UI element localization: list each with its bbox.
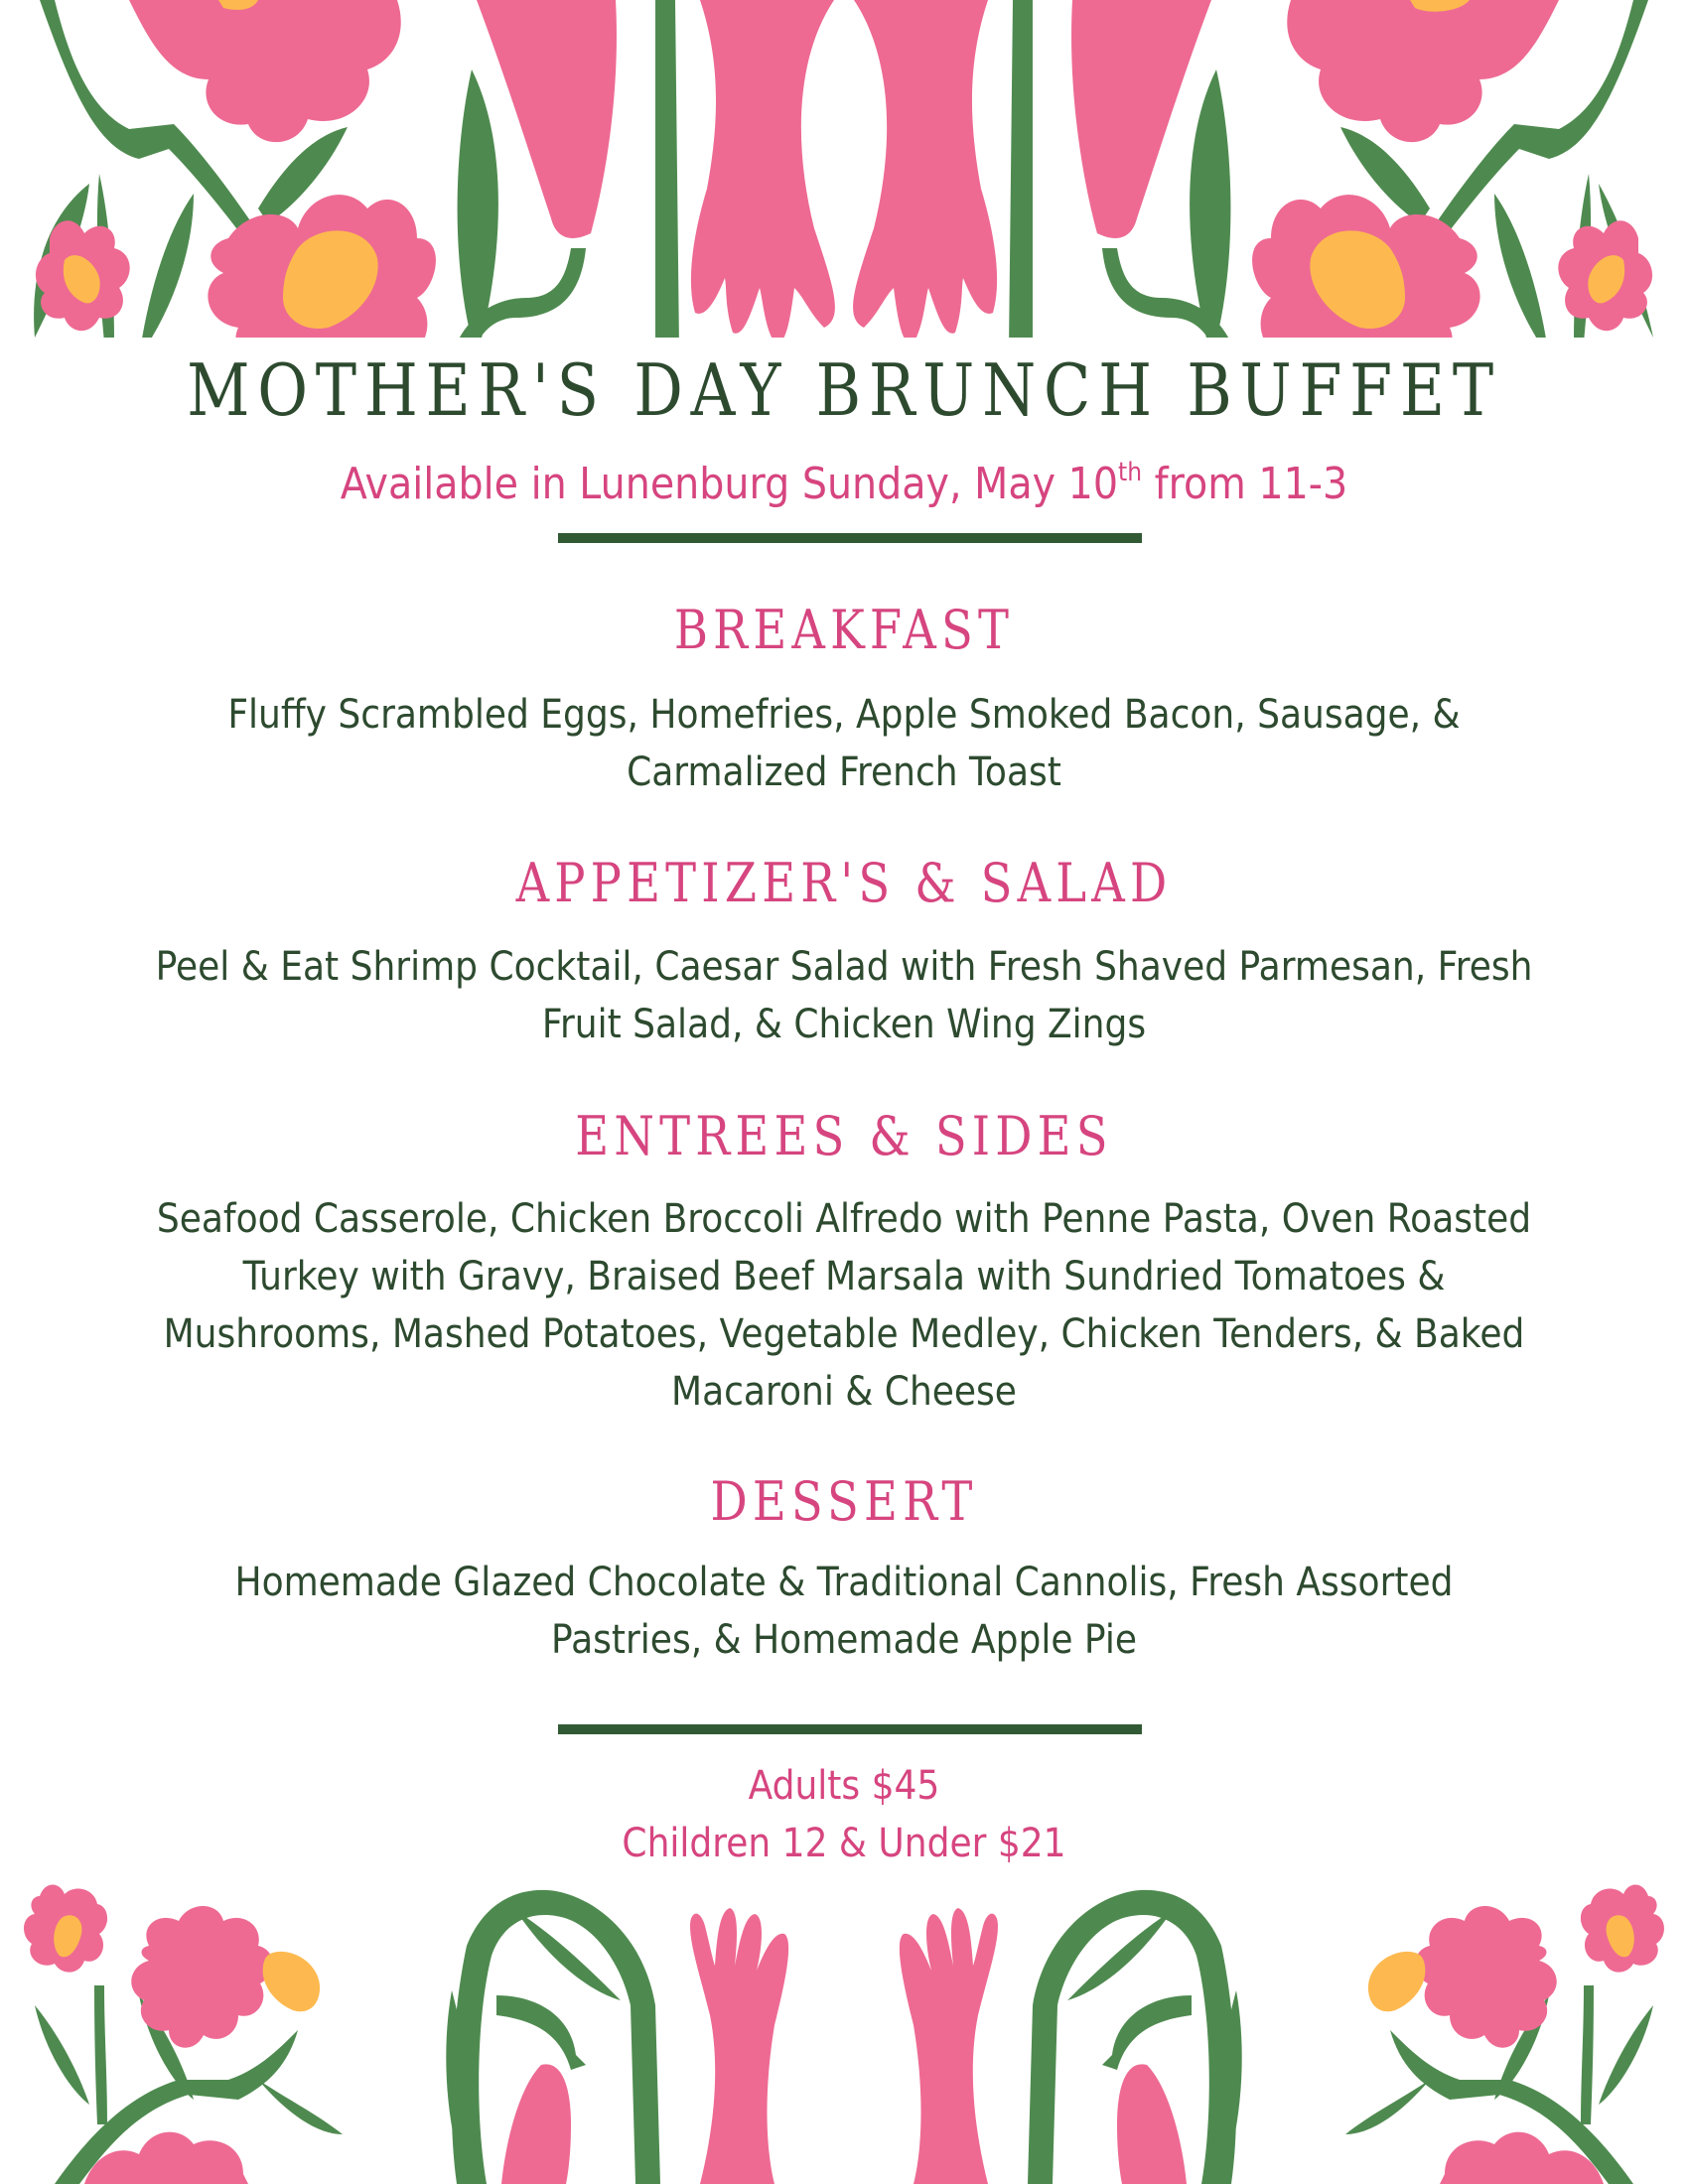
subtitle-time: from 11-3 bbox=[1142, 459, 1348, 509]
bottom-floral-border-icon bbox=[0, 1866, 1688, 2184]
section-body-dessert bbox=[129, 1554, 1559, 1669]
section-heading-appetizers: APPETIZER'S & SALAD bbox=[515, 852, 1173, 914]
body-line: Peel & Eat Shrimp Cocktail, Caesar Salad with Fresh Shaved Parmesan, Fresh bbox=[155, 944, 1533, 990]
body-line: Carmalized French Toast bbox=[627, 750, 1061, 795]
section-body-entrees bbox=[129, 1190, 1559, 1421]
bottom-divider bbox=[558, 1724, 1142, 1734]
body-line: Mushrooms, Mashed Potatoes, Vegetable Medley, Chicken Tenders, & Baked bbox=[163, 1311, 1525, 1357]
body-line: Pastries, & Homemade Apple Pie bbox=[550, 1617, 1138, 1663]
price-children: Children 12 & Under $21 bbox=[622, 1821, 1066, 1866]
body-line: Macaroni & Cheese bbox=[671, 1369, 1017, 1415]
section-heading-breakfast: BREAKFAST bbox=[673, 599, 1015, 661]
availability-subtitle bbox=[84, 455, 1604, 514]
subtitle-text: Available in Lunenburg Sunday, May 10 bbox=[340, 459, 1119, 509]
body-line: Turkey with Gravy, Braised Beef Marsala with Sundried Tomatoes & bbox=[242, 1254, 1446, 1299]
body-line: Fruit Salad, & Chicken Wing Zings bbox=[541, 1002, 1147, 1047]
body-line: Fluffy Scrambled Eggs, Homefries, Apple Smoked Bacon, Sausage, & bbox=[227, 692, 1461, 738]
section-body-breakfast bbox=[129, 686, 1559, 801]
section-heading-dessert: DESSERT bbox=[710, 1470, 978, 1533]
section-body-appetizers bbox=[129, 938, 1559, 1053]
subtitle-ordinal: th bbox=[1118, 458, 1143, 487]
top-divider bbox=[558, 533, 1142, 543]
body-line: Homemade Glazed Chocolate & Traditional Cannolis, Fresh Assorted bbox=[234, 1560, 1454, 1605]
price-adults: Adults $45 bbox=[748, 1763, 940, 1809]
body-line: Seafood Casserole, Chicken Broccoli Alfredo with Penne Pasta, Oven Roasted bbox=[156, 1196, 1532, 1242]
page-title: MOTHER'S DAY BRUNCH BUFFET bbox=[187, 348, 1501, 432]
section-heading-entrees: ENTREES & SIDES bbox=[575, 1105, 1113, 1167]
top-floral-border-icon bbox=[0, 0, 1688, 338]
